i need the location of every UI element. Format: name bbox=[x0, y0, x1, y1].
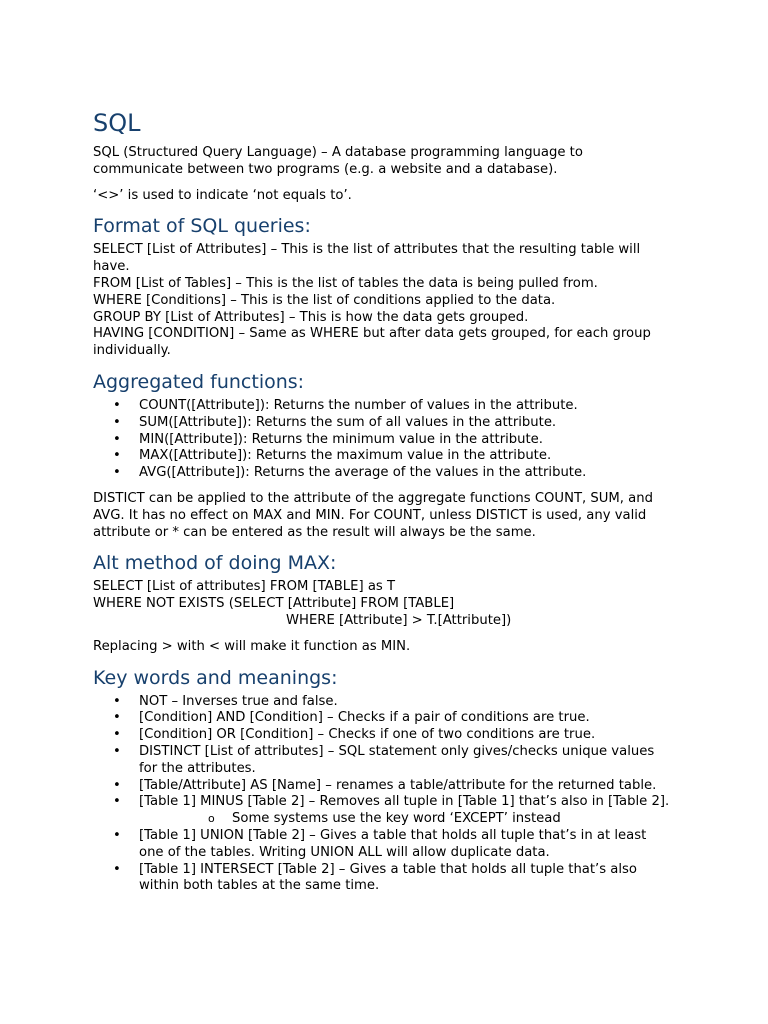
intro-definition: SQL (Structured Query Language) – A database programming language to communicate between two programs (e.g. a website and a database). bbox=[93, 145, 583, 177]
circle-bullet-icon: o bbox=[208, 812, 215, 826]
bullet-icon: • bbox=[113, 777, 121, 793]
bullet-icon: • bbox=[113, 448, 121, 464]
format-line-group-by: GROUP BY [List of Attributes] – This is how the data gets grouped. bbox=[93, 309, 529, 325]
format-line-from: FROM [List of Tables] – This is the list of tables the data is being pulled from. bbox=[93, 275, 598, 291]
code-line-select: SELECT [List of attributes] FROM [TABLE] as T bbox=[93, 579, 396, 595]
distinct-note: DISTICT can be applied to the attribute of the aggregate functions COUNT, SUM, and AVG. It has no effect on MAX and MIN. For COUNT, unless DISTICT is used, any valid attribute or * can be entered as the result will always be the same. bbox=[93, 490, 653, 540]
bullet-icon: • bbox=[113, 861, 121, 877]
list-item: • COUNT([Attribute]): Returns the number of values in the attribute. bbox=[113, 397, 578, 413]
format-line-having: HAVING [CONDITION] – Same as WHERE but after data gets grouped, for each group individually. bbox=[93, 326, 651, 359]
min-note: Replacing > with < will make it function as MIN. bbox=[93, 638, 411, 654]
bullet-icon: • bbox=[113, 794, 121, 810]
list-item: o Some systems use the key word ‘EXCEPT’ instead bbox=[208, 811, 561, 827]
code-line-where: WHERE [Attribute] > T.[Attribute]) bbox=[286, 612, 512, 628]
list-item: • NOT – Inverses true and false. bbox=[113, 693, 338, 709]
bullet-icon: • bbox=[113, 693, 121, 709]
aggregated-heading: Aggregated functions: bbox=[93, 370, 305, 393]
alt-max-heading: Alt method of doing MAX: bbox=[93, 552, 337, 575]
bullet-icon: • bbox=[113, 431, 121, 447]
keywords-list bbox=[93, 694, 673, 896]
format-line-where: WHERE [Conditions] – This is the list of conditions applied to the data. bbox=[93, 292, 556, 308]
list-item: • [Table 1] MINUS [Table 2] – Removes all tuple in [Table 1] that’s also in [Table 2]. o Some systems use the key word ‘EXCEPT’ instead bbox=[93, 794, 673, 828]
bullet-icon: • bbox=[113, 414, 121, 430]
bullet-icon: • bbox=[113, 397, 121, 413]
document-page bbox=[93, 106, 673, 904]
list-item: • [Condition] OR [Condition] – Checks if one of two conditions are true. bbox=[113, 727, 596, 743]
format-lines bbox=[93, 242, 673, 360]
page-title: SQL bbox=[93, 109, 141, 137]
keywords-heading: Key words and meanings: bbox=[93, 666, 338, 689]
list-item: • [Table 1] UNION [Table 2] – Gives a table that holds all tuple that’s in at least one of the tables. Writing UNION ALL will allow duplicate data. bbox=[113, 827, 647, 860]
bullet-icon: • bbox=[113, 827, 121, 843]
list-item: • [Table 1] INTERSECT [Table 2] – Gives a table that holds all tuple that’s also within both tables at the same time. bbox=[113, 861, 637, 894]
alt-max-code bbox=[93, 579, 673, 629]
code-line-where-not-exists: WHERE NOT EXISTS (SELECT [Attribute] FROM [TABLE] bbox=[93, 596, 455, 612]
aggregated-list bbox=[93, 398, 673, 482]
sub-list bbox=[139, 811, 673, 828]
list-item: • [Condition] AND [Condition] – Checks if a pair of conditions are true. bbox=[113, 710, 590, 726]
list-item: • DISTINCT [List of attributes] – SQL statement only gives/checks unique values for the attributes. bbox=[113, 743, 655, 776]
list-item: • MAX([Attribute]): Returns the maximum value in the attribute. bbox=[113, 448, 552, 464]
format-heading: Format of SQL queries: bbox=[93, 215, 311, 238]
list-item: • SUM([Attribute]): Returns the sum of all values in the attribute. bbox=[113, 414, 557, 430]
list-item: • [Table/Attribute] AS [Name] – renames a table/attribute for the returned table. bbox=[113, 777, 657, 793]
list-item: • AVG([Attribute]): Returns the average of the values in the attribute. bbox=[113, 465, 587, 481]
intro-not-equals: ‘<>’ is used to indicate ‘not equals to’. bbox=[93, 187, 352, 203]
bullet-icon: • bbox=[113, 465, 121, 481]
bullet-icon: • bbox=[113, 743, 121, 759]
bullet-icon: • bbox=[113, 727, 121, 743]
bullet-icon: • bbox=[113, 710, 121, 726]
list-item: • MIN([Attribute]): Returns the minimum value in the attribute. bbox=[113, 431, 543, 447]
format-line-select: SELECT [List of Attributes] – This is the list of attributes that the resulting table will have. bbox=[93, 242, 641, 275]
